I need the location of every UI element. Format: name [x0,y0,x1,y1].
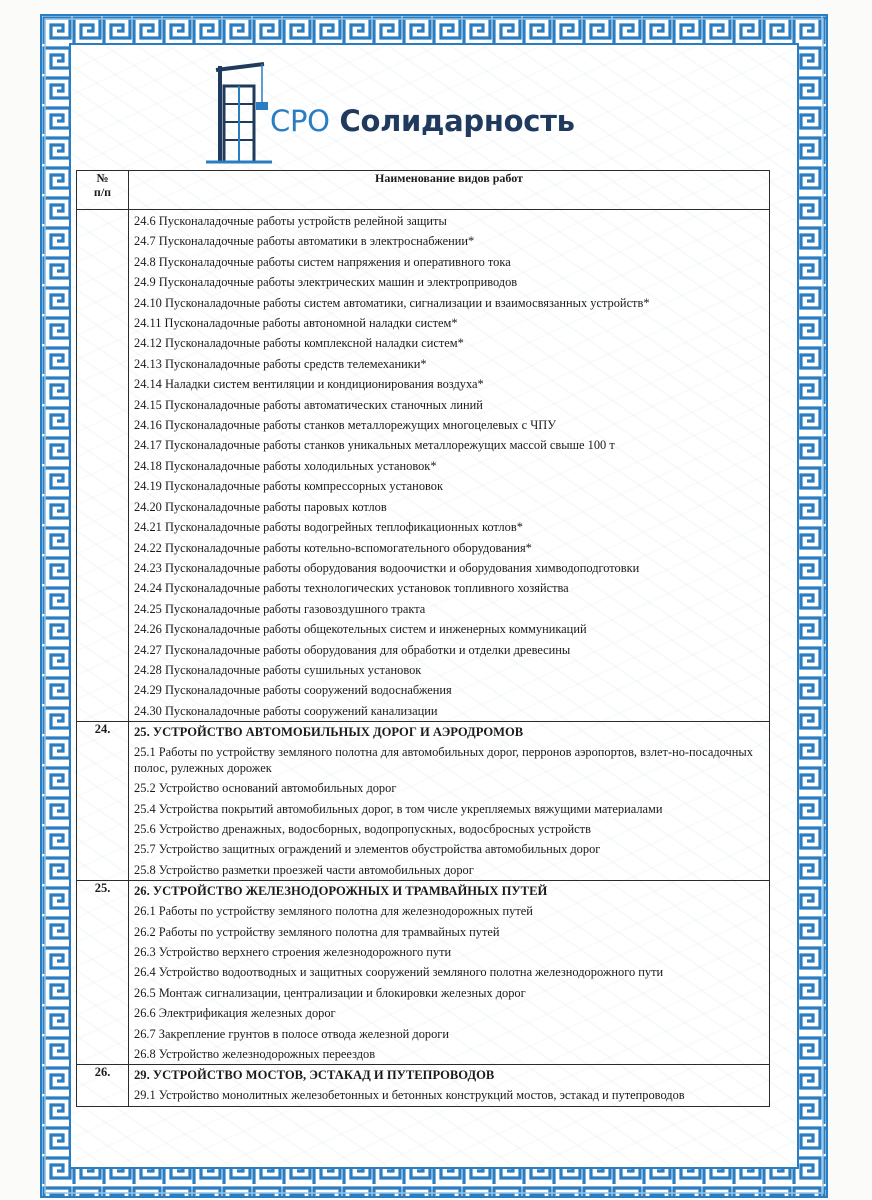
row-work-items [129,722,770,881]
work-item: 26.6 Электрификация железных дорог [134,1006,336,1021]
work-item: 24.17 Пусконаладочные работы станков уникальных металлорежущих массой свыше 100 т [134,438,615,453]
work-item: 25.8 Устройство разметки проезжей части автомобильных дорог [134,862,474,877]
work-item: 24.24 Пусконаладочные работы технологических установок топливного хозяйства [134,581,569,596]
work-item: 25.7 Устройство защитных ограждений и элементов обустройства автомобильных дорог [134,842,601,857]
row-work-items [129,210,770,722]
work-item: 24.8 Пусконаладочные работы систем напряжения и оперативного тока [134,254,511,269]
header-number [77,171,129,210]
work-item: 24.10 Пусконаладочные работы систем автоматики, сигнализации и взаимосвязанных устройств* [134,295,650,310]
table-row [77,210,770,722]
work-item: 24.23 Пусконаладочные работы оборудования водоочистки и оборудования химводоподготовки [134,560,640,575]
crane-building-icon [198,58,278,168]
work-item: 24.27 Пусконаладочные работы оборудования для обработки и отделки древесины [134,642,571,657]
work-item: 26.7 Закрепление грунтов в полосе отвода железной дороги [134,1026,449,1041]
logo-wordmark [270,104,575,138]
work-item: 24.29 Пусконаладочные работы сооружений водоснабжения [134,683,452,698]
work-item: 24.12 Пусконаладочные работы комплексной наладки систем* [134,336,464,351]
work-item: 24.18 Пусконаладочные работы холодильных установок* [134,458,437,473]
row-number: 25. [77,881,129,1065]
work-item: 24.6 Пусконаладочные работы устройств релейной защиты [134,214,447,228]
work-item: 24.28 Пусконаладочные работы сушильных установок [134,662,422,677]
work-item: 26.2 Работы по устройству земляного полотна для трамвайных путей [134,924,500,939]
work-item: 26.5 Монтаж сигнализации, централизации и блокировки железных дорог [134,985,526,1000]
work-item: 24.26 Пусконаладочные работы общекотельных систем и инженерных коммуникаций [134,622,587,637]
works-table-body [77,210,770,1107]
work-item: 25.2 Устройство оснований автомобильных дорог [134,781,397,796]
work-item: 24.21 Пусконаладочные работы водогрейных теплофикационных котлов* [134,520,523,535]
work-item: 25.4 Устройства покрытий автомобильных дорог, в том числе укрепляемых вяжущими материалами [134,801,663,816]
work-item: 24.9 Пусконаладочные работы электрических машин и электроприводов [134,275,518,290]
work-item: 24.30 Пусконаладочные работы сооружений канализации [134,703,438,718]
section-title: 26. УСТРОЙСТВО ЖЕЛЕЗНОДОРОЖНЫХ И ТРАМВАЙНЫХ ПУТЕЙ [134,884,548,899]
header-number-text: № п/п [93,171,112,199]
work-item: 29.1 Устройство монолитных железобетонных и бетонных конструкций мостов, эстакад и путепроводов [134,1088,685,1103]
work-item: 26.1 Работы по устройству земляного полотна для железнодорожных путей [134,904,533,919]
work-item: 25.6 Устройство дренажных, водосборных, водопропускных, водосбросных устройств [134,821,591,836]
work-item: 24.16 Пусконаладочные работы станков металлорежущих многоцелевых с ЧПУ [134,418,556,433]
logo-name: Солидарность [339,104,575,138]
section-title: 29. УСТРОЙСТВО МОСТОВ, ЭСТАКАД И ПУТЕПРОВОДОВ [134,1068,495,1083]
header-name-text: Наименование видов работ [375,171,523,185]
work-item: 26.8 Устройство железнодорожных переездов [134,1047,376,1062]
header-name [129,171,770,210]
work-item: 24.14 Наладки систем вентиляции и кондиционирования воздуха* [134,377,484,392]
sro-logo [198,58,578,168]
row-work-items [129,881,770,1065]
work-item: 25.1 Работы по устройству земляного полотна для автомобильных дорог, перронов аэропортов, взлет-но-посадочных полос, рулежных дорожек [134,745,753,776]
work-item: 26.3 Устройство верхнего строения железнодорожного пути [134,945,452,959]
work-item: 24.19 Пусконаладочные работы компрессорных установок [134,479,443,494]
work-item: 24.7 Пусконаладочные работы автоматики в электроснабжении* [134,234,475,249]
table-row [77,881,770,1065]
row-number: 24. [77,722,129,881]
work-item: 24.20 Пусконаладочные работы паровых котлов [134,499,387,514]
table-row [77,722,770,881]
table-row [77,1065,770,1106]
row-work-items [129,1065,770,1106]
row-number: 26. [77,1065,129,1106]
work-item: 24.15 Пусконаладочные работы автоматических станочных линий [134,397,483,412]
work-item: 24.22 Пусконаладочные работы котельно-вспомогательного оборудования* [134,540,532,555]
row-number [77,210,129,722]
section-title: 25. УСТРОЙСТВО АВТОМОБИЛЬНЫХ ДОРОГ И АЭРОДРОМОВ [134,725,524,740]
work-item: 26.4 Устройство водоотводных и защитных сооружений земляного полотна железнодорожного пути [134,965,664,980]
work-item: 24.25 Пусконаладочные работы газовоздушного тракта [134,601,426,616]
logo-sro: СРО [270,104,330,138]
work-item: 24.13 Пусконаладочные работы средств телемеханики* [134,356,427,371]
work-item: 24.11 Пусконаладочные работы автономной наладки систем* [134,316,458,331]
works-table [76,170,770,1107]
